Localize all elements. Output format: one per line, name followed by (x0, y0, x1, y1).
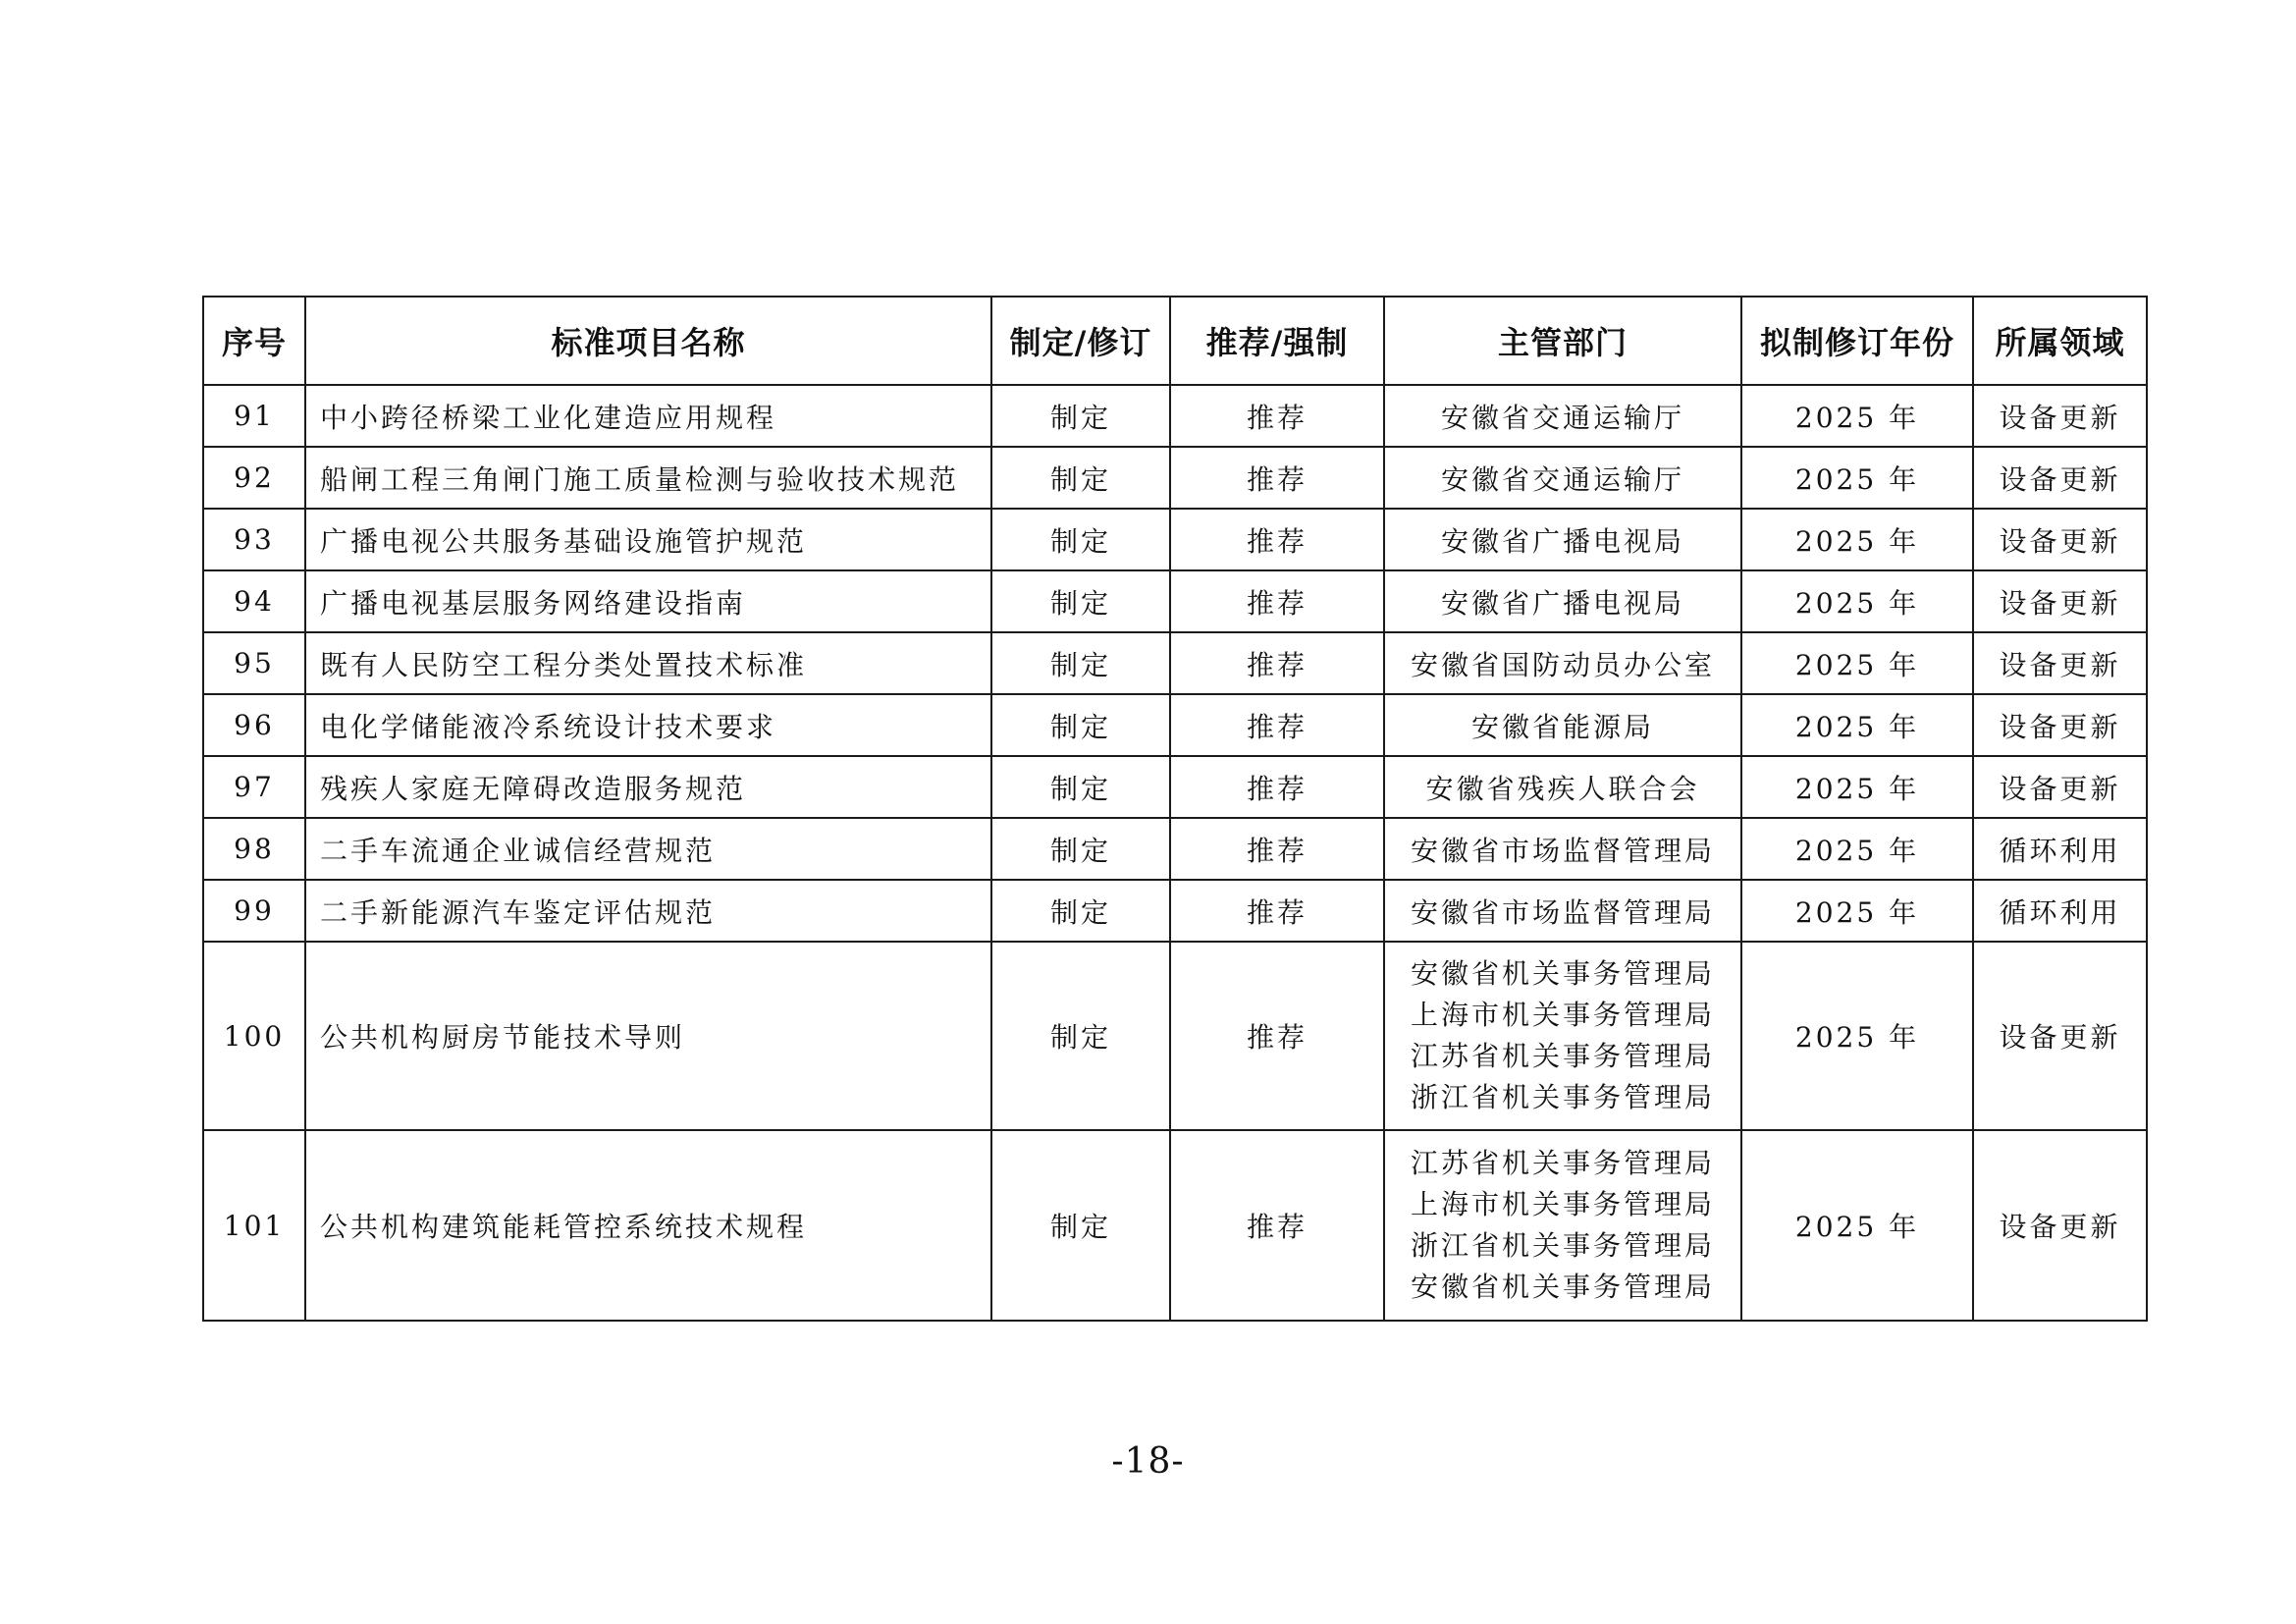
cell-nature: 推荐 (1170, 509, 1384, 570)
cell-name: 公共机构厨房节能技术导则 (305, 942, 991, 1130)
cell-nature: 推荐 (1170, 818, 1384, 880)
cell-nature: 推荐 (1170, 756, 1384, 818)
cell-seq: 92 (203, 447, 305, 509)
cell-nature: 推荐 (1170, 385, 1384, 447)
cell-field: 设备更新 (1973, 385, 2147, 447)
cell-name: 既有人民防空工程分类处置技术标准 (305, 632, 991, 694)
cell-year: 2025 年 (1741, 880, 1973, 942)
cell-seq: 99 (203, 880, 305, 942)
cell-type: 制定 (991, 818, 1170, 880)
cell-name: 二手新能源汽车鉴定评估规范 (305, 880, 991, 942)
cell-year: 2025 年 (1741, 694, 1973, 756)
cell-seq: 93 (203, 509, 305, 570)
table-row (203, 942, 2147, 1130)
dept-line: 安徽省机关事务管理局 (1410, 957, 1715, 990)
cell-name: 电化学储能液冷系统设计技术要求 (305, 694, 991, 756)
cell-seq: 95 (203, 632, 305, 694)
cell-dept: 安徽省残疾人联合会 (1384, 756, 1741, 818)
cell-nature: 推荐 (1170, 1130, 1384, 1321)
table-row (203, 694, 2147, 756)
cell-dept (1384, 1130, 1741, 1321)
dept-line: 上海市机关事务管理局 (1410, 1188, 1715, 1220)
cell-seq: 97 (203, 756, 305, 818)
table-row (203, 632, 2147, 694)
cell-year: 2025 年 (1741, 942, 1973, 1130)
cell-dept (1384, 942, 1741, 1130)
cell-field: 设备更新 (1973, 694, 2147, 756)
header-year: 拟制修订年份 (1741, 297, 1973, 385)
cell-type: 制定 (991, 942, 1170, 1130)
cell-dept: 安徽省市场监督管理局 (1384, 818, 1741, 880)
header-seq: 序号 (203, 297, 305, 385)
cell-name: 中小跨径桥梁工业化建造应用规程 (305, 385, 991, 447)
standards-table (202, 296, 2148, 1322)
cell-field: 设备更新 (1973, 942, 2147, 1130)
table-row (203, 756, 2147, 818)
cell-type: 制定 (991, 632, 1170, 694)
cell-dept: 安徽省市场监督管理局 (1384, 880, 1741, 942)
cell-seq: 101 (203, 1130, 305, 1321)
cell-type: 制定 (991, 694, 1170, 756)
cell-type: 制定 (991, 447, 1170, 509)
cell-nature: 推荐 (1170, 632, 1384, 694)
table-row (203, 447, 2147, 509)
cell-nature: 推荐 (1170, 880, 1384, 942)
table-row (203, 509, 2147, 570)
cell-year: 2025 年 (1741, 1130, 1973, 1321)
cell-field: 设备更新 (1973, 509, 2147, 570)
header-type: 制定/修订 (991, 297, 1170, 385)
header-dept: 主管部门 (1384, 297, 1741, 385)
cell-type: 制定 (991, 880, 1170, 942)
cell-field: 设备更新 (1973, 632, 2147, 694)
cell-type: 制定 (991, 385, 1170, 447)
cell-seq: 98 (203, 818, 305, 880)
cell-dept: 安徽省国防动员办公室 (1384, 632, 1741, 694)
cell-type: 制定 (991, 756, 1170, 818)
cell-name: 船闸工程三角闸门施工质量检测与验收技术规范 (305, 447, 991, 509)
cell-field: 设备更新 (1973, 756, 2147, 818)
cell-dept: 安徽省能源局 (1384, 694, 1741, 756)
cell-dept: 安徽省广播电视局 (1384, 570, 1741, 632)
cell-field: 循环利用 (1973, 880, 2147, 942)
dept-line: 浙江省机关事务管理局 (1410, 1081, 1715, 1113)
dept-line: 安徽省机关事务管理局 (1410, 1271, 1715, 1303)
cell-type: 制定 (991, 509, 1170, 570)
cell-year: 2025 年 (1741, 756, 1973, 818)
cell-year: 2025 年 (1741, 570, 1973, 632)
cell-seq: 100 (203, 942, 305, 1130)
cell-year: 2025 年 (1741, 818, 1973, 880)
header-field: 所属领域 (1973, 297, 2147, 385)
cell-year: 2025 年 (1741, 509, 1973, 570)
cell-type: 制定 (991, 1130, 1170, 1321)
cell-name: 残疾人家庭无障碍改造服务规范 (305, 756, 991, 818)
dept-line: 浙江省机关事务管理局 (1410, 1229, 1715, 1262)
header-nature: 推荐/强制 (1170, 297, 1384, 385)
cell-year: 2025 年 (1741, 385, 1973, 447)
cell-dept: 安徽省交通运输厅 (1384, 385, 1741, 447)
table-row (203, 818, 2147, 880)
cell-name: 广播电视基层服务网络建设指南 (305, 570, 991, 632)
cell-name: 二手车流通企业诚信经营规范 (305, 818, 991, 880)
cell-nature: 推荐 (1170, 694, 1384, 756)
table-row (203, 385, 2147, 447)
table-row (203, 880, 2147, 942)
cell-year: 2025 年 (1741, 632, 1973, 694)
cell-nature: 推荐 (1170, 942, 1384, 1130)
cell-nature: 推荐 (1170, 447, 1384, 509)
cell-seq: 91 (203, 385, 305, 447)
table-row (203, 1130, 2147, 1321)
cell-seq: 94 (203, 570, 305, 632)
cell-seq: 96 (203, 694, 305, 756)
cell-field: 设备更新 (1973, 570, 2147, 632)
cell-field: 循环利用 (1973, 818, 2147, 880)
dept-line: 江苏省机关事务管理局 (1410, 1040, 1715, 1072)
page-number: -18- (1111, 1441, 1185, 1482)
dept-line: 江苏省机关事务管理局 (1410, 1147, 1715, 1179)
cell-year: 2025 年 (1741, 447, 1973, 509)
header-name: 标准项目名称 (305, 297, 991, 385)
cell-field: 设备更新 (1973, 447, 2147, 509)
cell-nature: 推荐 (1170, 570, 1384, 632)
dept-line: 上海市机关事务管理局 (1410, 999, 1715, 1031)
cell-field: 设备更新 (1973, 1130, 2147, 1321)
cell-dept: 安徽省广播电视局 (1384, 509, 1741, 570)
table-row (203, 570, 2147, 632)
cell-dept: 安徽省交通运输厅 (1384, 447, 1741, 509)
cell-type: 制定 (991, 570, 1170, 632)
cell-name: 广播电视公共服务基础设施管护规范 (305, 509, 991, 570)
cell-name: 公共机构建筑能耗管控系统技术规程 (305, 1130, 991, 1321)
table-header-row (203, 297, 2147, 385)
